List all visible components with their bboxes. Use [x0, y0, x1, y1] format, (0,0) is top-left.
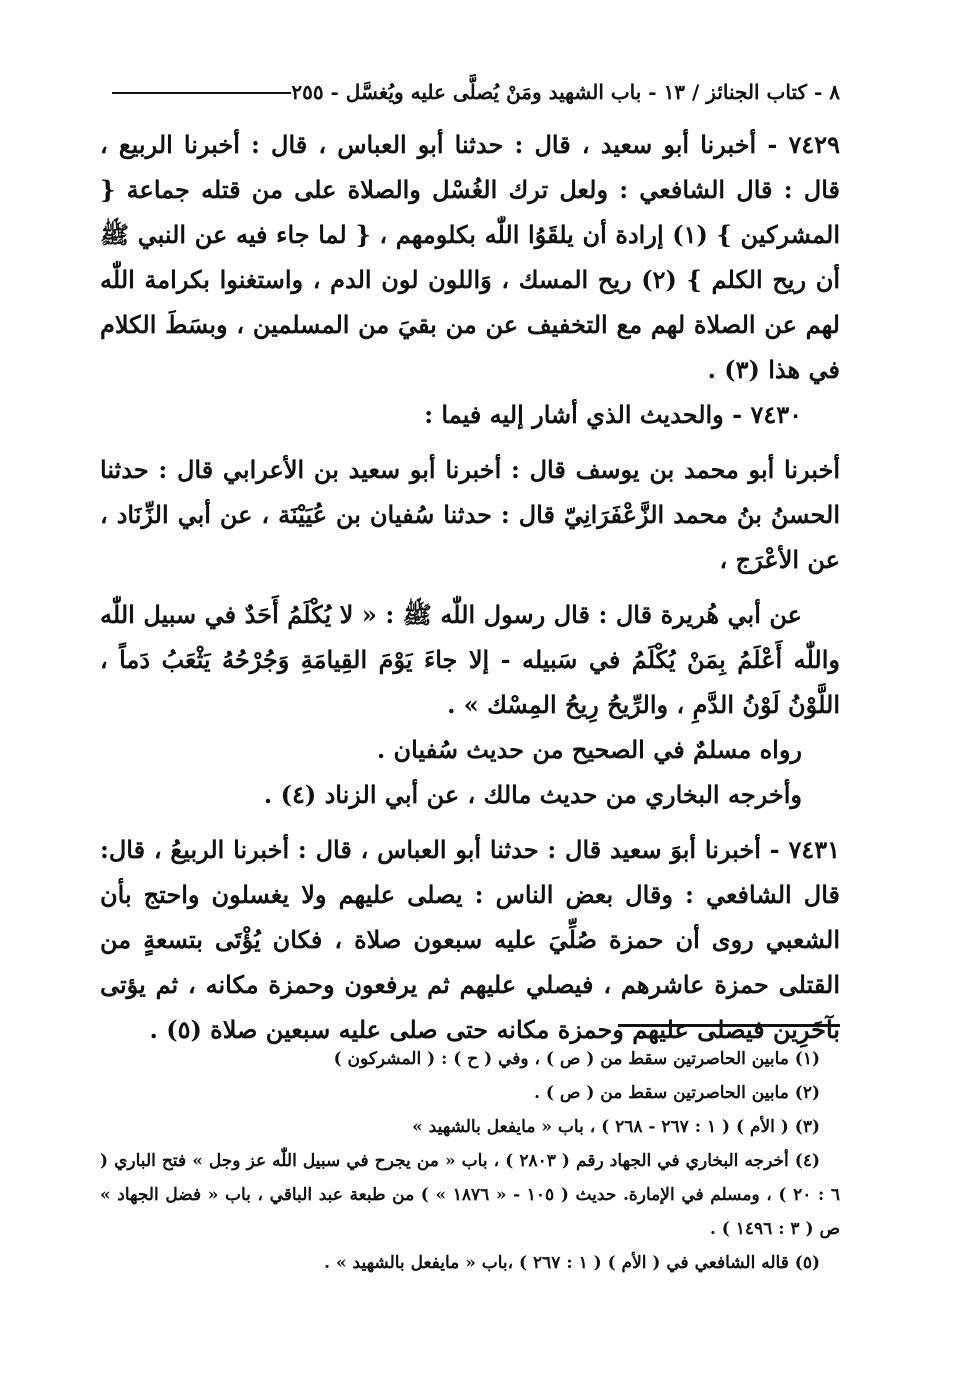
paragraph-7431: ٧٤٣١ - أخبرنا أبوَ سعيد قال : حدثنا أبو العباس ، قال : أخبرنا الربيعُ ، قال: قال الشافعي : وقال بعض الناس : يصلى عليهم ولا يغسلون واحتج بأن الشعبي روى أن حمزة صُلِّيَ عليه سبعون صلاة ، فكان يُؤْتَى بتسعةٍ من القتلى حمزة عاشرهم ، فيصلي عليهم ثم يرفعون وحمزة مكانه ، ثم يؤتى بآخَرِين فيصلى عليهم وحمزة مكانه حتى صلى عليه سبعين صلاة (٥) .	[100, 835, 840, 1044]
isnad-paragraph: أخبرنا أبو محمد بن يوسف قال : أخبرنا أبو سعيد بن الأعرابي قال : حدثنا الحسنُ بنُ محمد الزَّعْفَرَانِيّ قال : حدثنا سُفيان بن عُيَيْنَة ، عن أبي الزِّنَاد ، عن الأعْرَج ،	[100, 455, 840, 574]
hadith-paragraph: عن أبي هُريرة قال : قال رسول اللّٰه ﷺ : « لا يُكْلَمُ أَحَدٌ في سبيل اللّٰه واللّٰه أَعْلَمُ بِمَنْ يُكْلَمُ في سَبيله - إلا جاءَ يَوْمَ القِيامَةِ وَجُرْحُهُ يَثْعَبُ دَماً ، اللَّوْنُ لَوْنُ الدَّمِ ، والرِّيحُ رِيحُ المِسْك » .	[100, 600, 840, 719]
running-header	[100, 72, 840, 112]
paragraph-7430: ٧٤٣٠ - والحديث الذي أشار إليه فيما :	[424, 400, 802, 429]
footnotes	[100, 1042, 840, 1280]
bukhari-note: وأخرجه البخاري من حديث مالك ، عن أبي الزناد (٤) .	[263, 780, 802, 809]
footnote-3: (٣) ( الأم ) ( ١ : ٢٦٧ - ٢٦٨ ) ، باب « مايفعل بالشهيد »	[412, 1117, 820, 1137]
running-title: ٨ - كتاب الجنائز / ١٣ - باب الشهيد ومَنْ يُصلَّى عليه ويُغسَّل - ٢٥٥	[291, 80, 840, 104]
footnote-2: (٢) مابين الحاصرتين سقط من ( ص ) .	[534, 1083, 820, 1103]
muslim-note: رواه مسلمٌ في الصحيح من حديث سُفيان .	[376, 735, 802, 764]
footnote-1: (١) مابين الحاصرتين سقط من ( ص ) ، وفي ( ح ) : ( المشركون )	[333, 1049, 820, 1069]
footnote-separator	[618, 1024, 840, 1027]
header-rule	[112, 92, 291, 94]
paragraph-7429: ٧٤٢٩ - أخبرنا أبو سعيد ، قال : حدثنا أبو العباس ، قال : أخبرنا الربيع ، قال : قال الشافعي : ولعل ترك الغُسْل والصلاة على من قتله جماعة { المشركين } (١) إرادة أن يلقَوُا اللّٰه بكلومهم ، { لما جاء فيه عن النبي ﷺ أن ريح الكلم } (٢) ريح المسك ، وَاللون لون الدم ، واستغنوا بكرامة اللّٰه لهم عن الصلاة لهم مع التخفيف عن من بقيَ من المسلمين ، وبسَطَ الكلام في هذا (٣) .	[100, 130, 841, 384]
footnote-5: (٥) قاله الشافعي في ( الأم ) ( ١ : ٢٦٧ ) ،باب « مايفعل بالشهيد » .	[324, 1253, 820, 1273]
footnote-4: (٤) أخرجه البخاري في الجهاد رقم ( ٢٨٠٣ ) ، باب « من يجرح في سبيل اللّٰه عز وجل » فتح الباري ( ٦ : ٢٠ ) ، ومسلم في الإمارة. حديث ( ١٠٥ - « ١٨٧٦ » ) من طبعة عبد الباقي ، باب « فضل الجهاد » ص ( ٣ : ١٤٩٦ ) .	[100, 1151, 840, 1239]
main-text	[100, 122, 840, 1052]
